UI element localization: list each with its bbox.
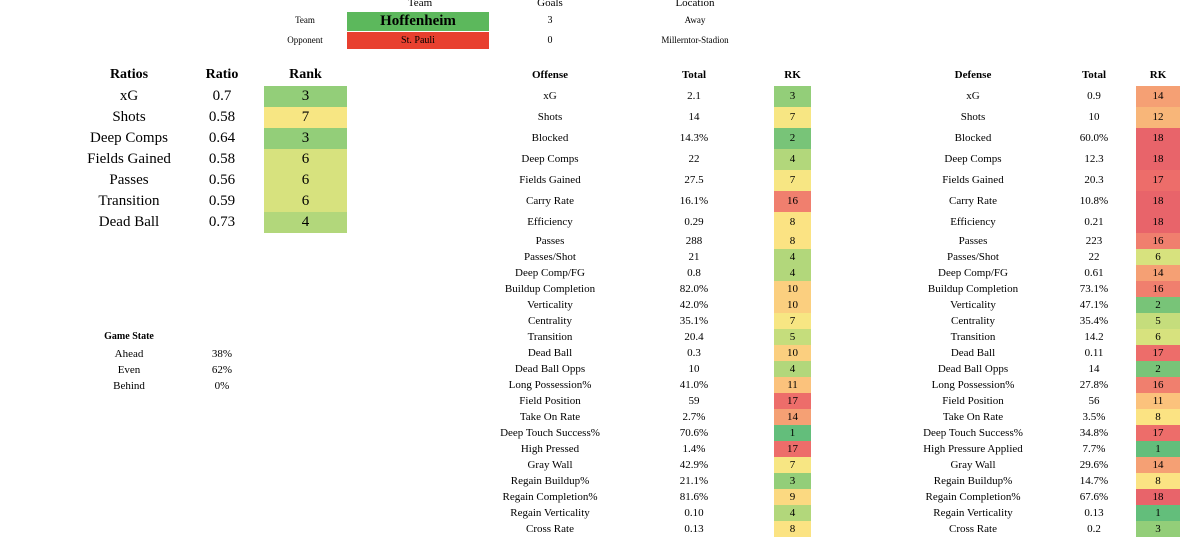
defense-stat-name: Passes xyxy=(958,235,988,247)
offense-stat-total: 59 xyxy=(688,395,700,407)
defense-stat-rank: 12 xyxy=(1136,107,1180,128)
defense-stat-name: Passes/Shot xyxy=(947,251,999,263)
defense-stat-name: High Pressure Applied xyxy=(923,443,1023,455)
defense-total-header: Total xyxy=(1081,69,1107,81)
defense-stat-total: 0.9 xyxy=(1087,90,1101,102)
offense-stat-rank: 14 xyxy=(774,409,811,425)
offense-stat-total: 22 xyxy=(688,153,700,165)
offense-stat-name: xG xyxy=(543,90,557,102)
offense-stat-rank: 4 xyxy=(774,149,811,170)
offense-stat-total: 288 xyxy=(685,235,703,247)
defense-stat-name: Deep Comp/FG xyxy=(938,267,1008,279)
defense-stat-rank: 1 xyxy=(1136,505,1180,521)
defense-stat-rank: 6 xyxy=(1136,249,1180,265)
team-name-box: Hoffenheim xyxy=(347,12,489,31)
offense-stat-name: Deep Touch Success% xyxy=(500,427,600,439)
defense-stat-name: Deep Touch Success% xyxy=(923,427,1023,439)
opponent-row-label: Opponent xyxy=(287,35,323,45)
offense-stat-name: Long Possession% xyxy=(508,379,592,391)
offense-stat-name: Efficiency xyxy=(527,216,573,228)
defense-stat-name: Dead Ball Opps xyxy=(937,363,1009,375)
offense-stat-name: Regain Verticality xyxy=(510,507,590,519)
defense-stat-rank: 14 xyxy=(1136,86,1180,107)
offense-stat-total: 21.1% xyxy=(679,475,709,487)
offense-stat-name: Deep Comps xyxy=(521,153,579,165)
defense-stat-total: 73.1% xyxy=(1079,283,1109,295)
ratio-value: 0.58 xyxy=(208,109,236,125)
defense-rk-header: RK xyxy=(1149,69,1167,81)
location-col-header: Location xyxy=(675,0,715,9)
defense-stat-rank: 16 xyxy=(1136,377,1180,393)
offense-stat-name: High Pressed xyxy=(520,443,580,455)
defense-stat-total: 22 xyxy=(1088,251,1100,263)
defense-stat-name: Carry Rate xyxy=(949,195,997,207)
defense-stat-total: 10.8% xyxy=(1079,195,1109,207)
ratio-rank: 4 xyxy=(264,212,347,233)
offense-header: Offense xyxy=(531,69,569,81)
offense-stat-rank: 8 xyxy=(774,233,811,249)
ratio-rank: 7 xyxy=(264,107,347,128)
defense-stat-rank: 14 xyxy=(1136,265,1180,281)
offense-stat-rank: 5 xyxy=(774,329,811,345)
ratio-name: Deep Comps xyxy=(90,130,168,146)
offense-stat-total: 0.13 xyxy=(684,523,704,535)
defense-stat-total: 20.3 xyxy=(1084,174,1104,186)
offense-stat-name: Take On Rate xyxy=(519,411,581,423)
offense-stat-rank: 9 xyxy=(774,489,811,505)
defense-stat-name: Centrality xyxy=(951,315,995,327)
defense-stat-rank: 17 xyxy=(1136,170,1180,191)
ratio-rank: 6 xyxy=(264,149,347,170)
defense-stat-rank: 18 xyxy=(1136,149,1180,170)
offense-rk-header: RK xyxy=(784,69,801,81)
ratio-name: Passes xyxy=(109,172,149,188)
offense-stat-name: Transition xyxy=(527,331,573,343)
offense-stat-total: 20.4 xyxy=(684,331,704,343)
offense-stat-rank: 3 xyxy=(774,473,811,489)
defense-stat-name: Dead Ball xyxy=(950,347,996,359)
defense-stat-rank: 2 xyxy=(1136,297,1180,313)
offense-stat-name: Gray Wall xyxy=(527,459,573,471)
defense-stat-rank: 11 xyxy=(1136,393,1180,409)
offense-stat-total: 81.6% xyxy=(679,491,709,503)
defense-stat-name: Gray Wall xyxy=(950,459,996,471)
offense-stat-total: 1.4% xyxy=(682,443,706,455)
offense-stat-total: 82.0% xyxy=(679,283,709,295)
offense-stat-name: Regain Completion% xyxy=(502,491,598,503)
defense-stat-rank: 18 xyxy=(1136,191,1180,212)
defense-stat-name: Cross Rate xyxy=(949,523,997,535)
defense-stat-rank: 2 xyxy=(1136,361,1180,377)
defense-stat-total: 10 xyxy=(1088,111,1100,123)
offense-stat-total: 2.1 xyxy=(687,90,701,102)
offense-stat-name: Buildup Completion xyxy=(504,283,596,295)
defense-stat-total: 223 xyxy=(1085,235,1103,247)
offense-stat-name: Deep Comp/FG xyxy=(515,267,585,279)
defense-stat-name: Deep Comps xyxy=(944,153,1002,165)
offense-stat-total: 27.5 xyxy=(684,174,704,186)
defense-stat-total: 67.6% xyxy=(1079,491,1109,503)
defense-stat-total: 7.7% xyxy=(1082,443,1106,455)
ratio-value: 0.56 xyxy=(208,172,236,188)
ratio-rank: 3 xyxy=(264,128,347,149)
offense-stat-rank: 4 xyxy=(774,265,811,281)
offense-stat-name: Dead Ball xyxy=(527,347,573,359)
offense-stat-name: Field Position xyxy=(519,395,581,407)
defense-stat-rank: 14 xyxy=(1136,457,1180,473)
defense-stat-total: 27.8% xyxy=(1079,379,1109,391)
offense-total-header: Total xyxy=(681,69,707,81)
opponent-goals: 0 xyxy=(547,35,553,46)
offense-stat-rank: 8 xyxy=(774,212,811,233)
defense-stat-total: 56 xyxy=(1088,395,1100,407)
offense-stat-total: 14.3% xyxy=(679,132,709,144)
offense-stat-total: 0.10 xyxy=(684,507,704,519)
defense-stat-rank: 3 xyxy=(1136,521,1180,537)
goals-col-header: Goals xyxy=(537,0,563,9)
offense-stat-total: 0.8 xyxy=(687,267,701,279)
offense-stat-name: Passes/Shot xyxy=(524,251,576,263)
defense-stat-rank: 16 xyxy=(1136,281,1180,297)
defense-stat-rank: 8 xyxy=(1136,473,1180,489)
offense-stat-rank: 17 xyxy=(774,441,811,457)
ratio-value: 0.59 xyxy=(208,193,236,209)
offense-stat-total: 14 xyxy=(688,111,700,123)
offense-stat-name: Regain Buildup% xyxy=(510,475,590,487)
game-state-label: Even xyxy=(117,364,141,376)
defense-stat-name: Blocked xyxy=(954,132,992,144)
ratio-name: Fields Gained xyxy=(87,151,171,167)
offense-stat-rank: 4 xyxy=(774,361,811,377)
ratio-rank: 6 xyxy=(264,191,347,212)
offense-stat-rank: 4 xyxy=(774,249,811,265)
opponent-name-box: St. Pauli xyxy=(347,32,489,49)
offense-stat-total: 0.3 xyxy=(687,347,701,359)
offense-stat-rank: 3 xyxy=(774,86,811,107)
ratio-rank: 6 xyxy=(264,170,347,191)
rank-header: Rank xyxy=(289,67,322,82)
ratios-header: Ratios xyxy=(109,67,149,82)
defense-stat-total: 34.8% xyxy=(1079,427,1109,439)
offense-stat-rank: 1 xyxy=(774,425,811,441)
defense-stat-total: 47.1% xyxy=(1079,299,1109,311)
offense-stat-total: 16.1% xyxy=(679,195,709,207)
team-col-header: Team xyxy=(407,0,433,9)
defense-stat-name: Buildup Completion xyxy=(927,283,1019,295)
offense-stat-total: 42.0% xyxy=(679,299,709,311)
defense-stat-total: 14.2 xyxy=(1084,331,1104,343)
offense-stat-total: 42.9% xyxy=(679,459,709,471)
offense-stat-rank: 10 xyxy=(774,281,811,297)
defense-stat-rank: 1 xyxy=(1136,441,1180,457)
offense-stat-rank: 7 xyxy=(774,170,811,191)
offense-stat-rank: 7 xyxy=(774,313,811,329)
ratio-name: Shots xyxy=(112,109,146,125)
ratio-name: xG xyxy=(119,88,139,104)
defense-stat-total: 0.61 xyxy=(1084,267,1104,279)
ratio-value: 0.64 xyxy=(208,130,236,146)
offense-stat-name: Fields Gained xyxy=(519,174,581,186)
opponent-location: Millerntor-Stadion xyxy=(661,35,729,45)
game-state-value: 38% xyxy=(211,348,233,360)
offense-stat-total: 70.6% xyxy=(679,427,709,439)
defense-stat-total: 0.21 xyxy=(1084,216,1104,228)
game-state-value: 62% xyxy=(211,364,233,376)
team-row-label: Team xyxy=(295,15,315,25)
game-state-value: 0% xyxy=(214,380,230,392)
offense-stat-total: 10 xyxy=(688,363,700,375)
defense-stat-total: 0.2 xyxy=(1087,523,1101,535)
offense-stat-name: Verticality xyxy=(527,299,573,311)
defense-stat-name: Transition xyxy=(950,331,996,343)
offense-stat-rank: 11 xyxy=(774,377,811,393)
defense-stat-total: 0.13 xyxy=(1084,507,1104,519)
offense-stat-name: Dead Ball Opps xyxy=(514,363,586,375)
defense-stat-total: 29.6% xyxy=(1079,459,1109,471)
offense-stat-name: Blocked xyxy=(531,132,569,144)
defense-stat-name: Regain Completion% xyxy=(925,491,1021,503)
defense-stat-name: Field Position xyxy=(942,395,1004,407)
defense-stat-rank: 17 xyxy=(1136,345,1180,361)
defense-stat-rank: 17 xyxy=(1136,425,1180,441)
offense-stat-total: 2.7% xyxy=(682,411,706,423)
defense-stat-name: Fields Gained xyxy=(942,174,1004,186)
offense-stat-rank: 10 xyxy=(774,297,811,313)
offense-stat-name: Centrality xyxy=(528,315,572,327)
defense-stat-rank: 18 xyxy=(1136,128,1180,149)
offense-stat-rank: 7 xyxy=(774,457,811,473)
defense-stat-rank: 6 xyxy=(1136,329,1180,345)
defense-stat-rank: 18 xyxy=(1136,212,1180,233)
offense-stat-rank: 7 xyxy=(774,107,811,128)
defense-stat-total: 60.0% xyxy=(1079,132,1109,144)
offense-stat-total: 21 xyxy=(688,251,700,263)
ratio-rank: 3 xyxy=(264,86,347,107)
game-state-title: Game State xyxy=(104,331,154,342)
offense-stat-name: Cross Rate xyxy=(526,523,574,535)
defense-stat-total: 14 xyxy=(1088,363,1100,375)
offense-stat-total: 35.1% xyxy=(679,315,709,327)
ratio-value: 0.58 xyxy=(208,151,236,167)
offense-stat-rank: 16 xyxy=(774,191,811,212)
ratio-header: Ratio xyxy=(205,67,239,82)
defense-stat-total: 12.3 xyxy=(1084,153,1104,165)
ratio-name: Dead Ball xyxy=(98,214,160,230)
defense-stat-rank: 16 xyxy=(1136,233,1180,249)
offense-stat-rank: 10 xyxy=(774,345,811,361)
team-location: Away xyxy=(684,15,706,25)
offense-stat-name: Carry Rate xyxy=(526,195,574,207)
offense-stat-rank: 4 xyxy=(774,505,811,521)
defense-stat-total: 14.7% xyxy=(1079,475,1109,487)
defense-header: Defense xyxy=(954,69,992,81)
offense-stat-total: 41.0% xyxy=(679,379,709,391)
defense-stat-name: Long Possession% xyxy=(931,379,1015,391)
ratio-value: 0.73 xyxy=(208,214,236,230)
offense-stat-name: Passes xyxy=(535,235,565,247)
defense-stat-name: Shots xyxy=(960,111,986,123)
ratio-value: 0.7 xyxy=(212,88,232,104)
defense-stat-name: Regain Buildup% xyxy=(933,475,1013,487)
defense-stat-rank: 8 xyxy=(1136,409,1180,425)
defense-stat-name: Efficiency xyxy=(950,216,996,228)
game-state-label: Ahead xyxy=(114,348,144,360)
defense-stat-name: xG xyxy=(966,90,980,102)
ratio-name: Transition xyxy=(98,193,160,209)
offense-stat-rank: 2 xyxy=(774,128,811,149)
team-goals: 3 xyxy=(547,15,553,26)
offense-stat-rank: 17 xyxy=(774,393,811,409)
defense-stat-total: 35.4% xyxy=(1079,315,1109,327)
defense-stat-name: Regain Verticality xyxy=(933,507,1013,519)
offense-stat-name: Shots xyxy=(537,111,563,123)
defense-stat-rank: 5 xyxy=(1136,313,1180,329)
defense-stat-rank: 18 xyxy=(1136,489,1180,505)
defense-stat-total: 0.11 xyxy=(1084,347,1104,359)
offense-stat-rank: 8 xyxy=(774,521,811,537)
defense-stat-name: Verticality xyxy=(950,299,996,311)
defense-stat-name: Take On Rate xyxy=(942,411,1004,423)
game-state-label: Behind xyxy=(113,380,145,392)
defense-stat-total: 3.5% xyxy=(1082,411,1106,423)
offense-stat-total: 0.29 xyxy=(684,216,704,228)
